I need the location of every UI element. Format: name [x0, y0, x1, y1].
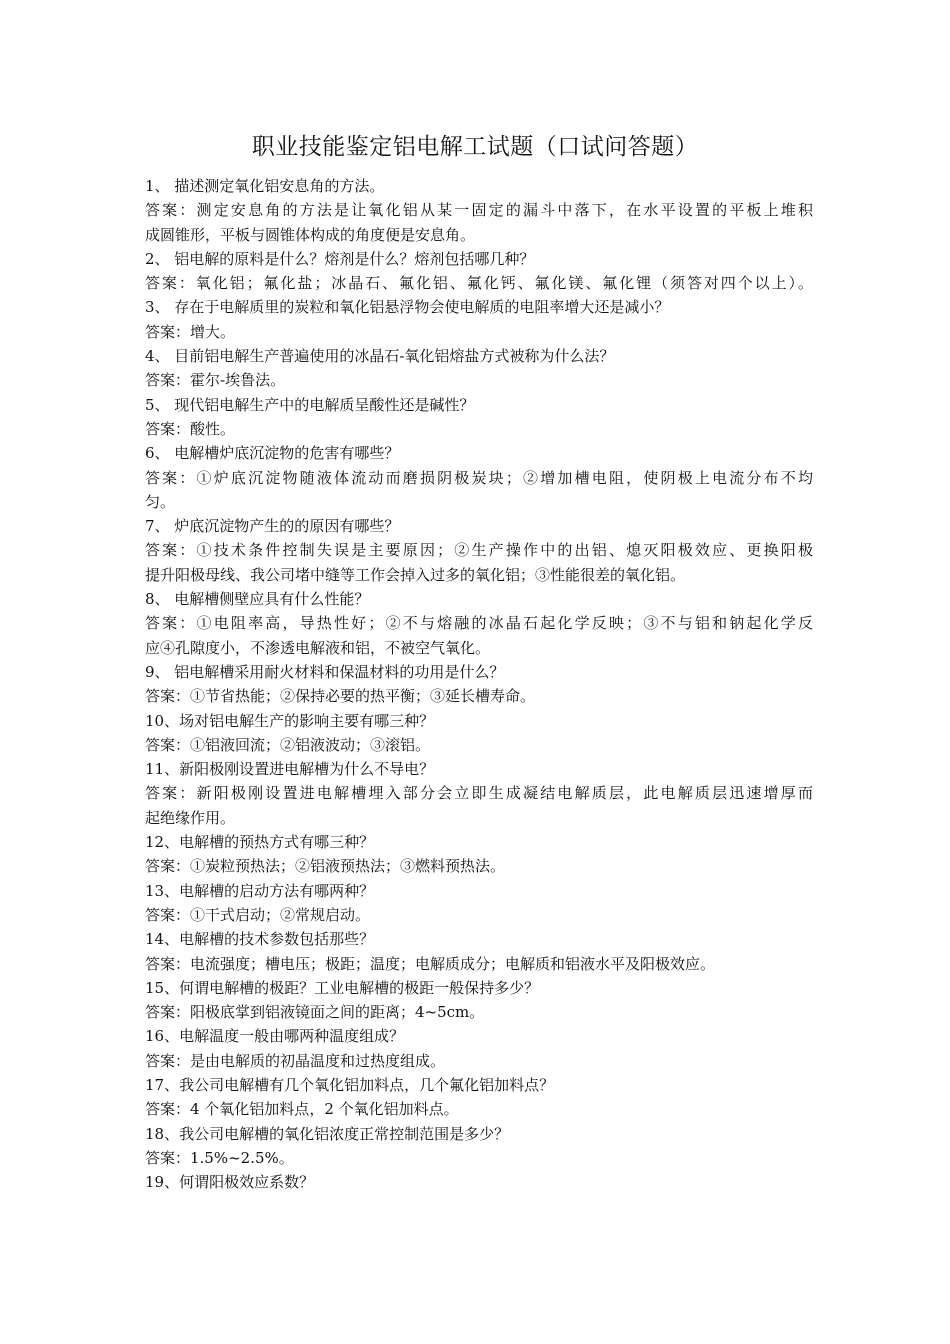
text-line: 应④孔隙度小，不渗透电解液和铝，不被空气氧化。 — [145, 638, 491, 657]
answer-line: 答案：增大。 — [145, 322, 236, 341]
answer-line: 答案：①铝液回流；②铝液波动；③滚铝。 — [145, 735, 431, 754]
text-line: 提升阳极母线、我公司堵中缝等工作会掉入过多的氧化铝；③性能很差的氧化铝。 — [145, 565, 686, 584]
answer-line: 答案：是由电解质的初晶温度和过热度组成。 — [145, 1051, 446, 1070]
text-line: 11、新阳极刚设置进电解槽为什么不导电？ — [145, 760, 435, 779]
text-line: 12、电解槽的预热方式有哪三种？ — [145, 833, 375, 852]
text-line: 15、何谓电解槽的极距？工业电解槽的极距一般保持多少？ — [145, 978, 540, 997]
text-line: 5、 现代铝电解生产中的电解质呈酸性还是碱性？ — [145, 395, 475, 414]
text-line: 17、我公司电解槽有几个氧化铝加料点，几个氟化铝加料点？ — [145, 1075, 555, 1094]
answer-line: 答案：电流强度；槽电压；极距；温度；电解质成分；电解质和铝液水平及阳极效应。 — [145, 954, 716, 973]
answer-line: 答案：氧化铝；氟化盐；冰晶石、氟化铝、氟化钙、氟化镁、氟化锂（须答对四个以上）。 — [145, 274, 813, 293]
text-line: 19、何谓阳极效应系数？ — [145, 1173, 315, 1192]
answer-line: 答案：①节省热能；②保持必要的热平衡；③延长槽寿命。 — [145, 687, 536, 706]
answer-line: 答案：①干式启动；②常规启动。 — [145, 905, 371, 924]
answer-line: 答案：新阳极刚设置进电解槽埋入部分会立即生成凝结电解质层，此电解质层迅速增厚而 — [145, 784, 813, 803]
answer-line: 答案：阳极底掌到铝液镜面之间的距离；4~5cm。 — [145, 1003, 485, 1022]
answer-line: 答案：①电阻率高，导热性好；②不与熔融的冰晶石起化学反映；③不与铝和钠起化学反 — [145, 614, 813, 633]
answer-line: 答案：4 个氧化铝加料点，2 个氧化铝加料点。 — [145, 1100, 459, 1119]
text-line: 6、 电解槽炉底沉淀物的危害有哪些？ — [145, 444, 400, 463]
text-line: 10、场对铝电解生产的影响主要有哪三种？ — [145, 711, 435, 730]
answer-line: 答案：1.5%~2.5%。 — [145, 1148, 294, 1167]
text-line: 1、 描述测定氧化铝安息角的方法。 — [145, 177, 385, 195]
document-title: 职业技能鉴定铝电解工试题（口试问答题） — [251, 134, 699, 160]
text-line: 13、电解槽的启动方法有哪两种？ — [145, 881, 375, 900]
text-line: 起绝缘作用。 — [145, 808, 236, 827]
answer-line: 答案：酸性。 — [145, 419, 236, 438]
text-line: 成圆锥形，平板与圆锥体构成的角度便是安息角。 — [145, 225, 476, 244]
text-line: 14、电解槽的技术参数包括那些？ — [145, 930, 375, 949]
text-line: 3、 存在于电解质里的炭粒和氧化铝悬浮物会使电解质的电阻率增大还是减小？ — [145, 298, 670, 317]
text-line: 匀。 — [145, 492, 176, 511]
text-line: 2、 铝电解的原料是什么？熔剂是什么？熔剂包括哪几种？ — [145, 249, 535, 268]
answer-line: 答案：①炉底沉淀物随液体流动而磨损阴极炭块；②增加槽电阻，使阴极上电流分布不均 — [145, 468, 813, 487]
answer-line: 答案：①炭粒预热法；②铝液预热法；③燃料预热法。 — [145, 857, 506, 876]
answer-line: 答案：测定安息角的方法是让氧化铝从某一固定的漏斗中落下，在水平设置的平板上堆积 — [145, 201, 813, 220]
answer-line: 答案：霍尔-埃鲁法。 — [145, 371, 286, 390]
document-body — [145, 174, 813, 1194]
text-line: 7、 炉底沉淀物产生的的原因有哪些？ — [145, 517, 400, 536]
text-line: 8、 电解槽侧壁应具有什么性能？ — [145, 590, 370, 609]
text-line: 9、 铝电解槽采用耐火材料和保温材料的功用是什么？ — [145, 662, 505, 681]
text-line: 18、我公司电解槽的氧化铝浓度正常控制范围是多少？ — [145, 1124, 510, 1143]
text-line: 16、电解温度一般由哪两种温度组成？ — [145, 1027, 405, 1046]
text-line: 4、 目前铝电解生产普遍使用的冰晶石-氧化铝熔盐方式被称为什么法？ — [145, 347, 615, 366]
answer-line: 答案：①技术条件控制失误是主要原因；②生产操作中的出铝、熄灭阳极效应、更换阳极 — [145, 541, 813, 560]
